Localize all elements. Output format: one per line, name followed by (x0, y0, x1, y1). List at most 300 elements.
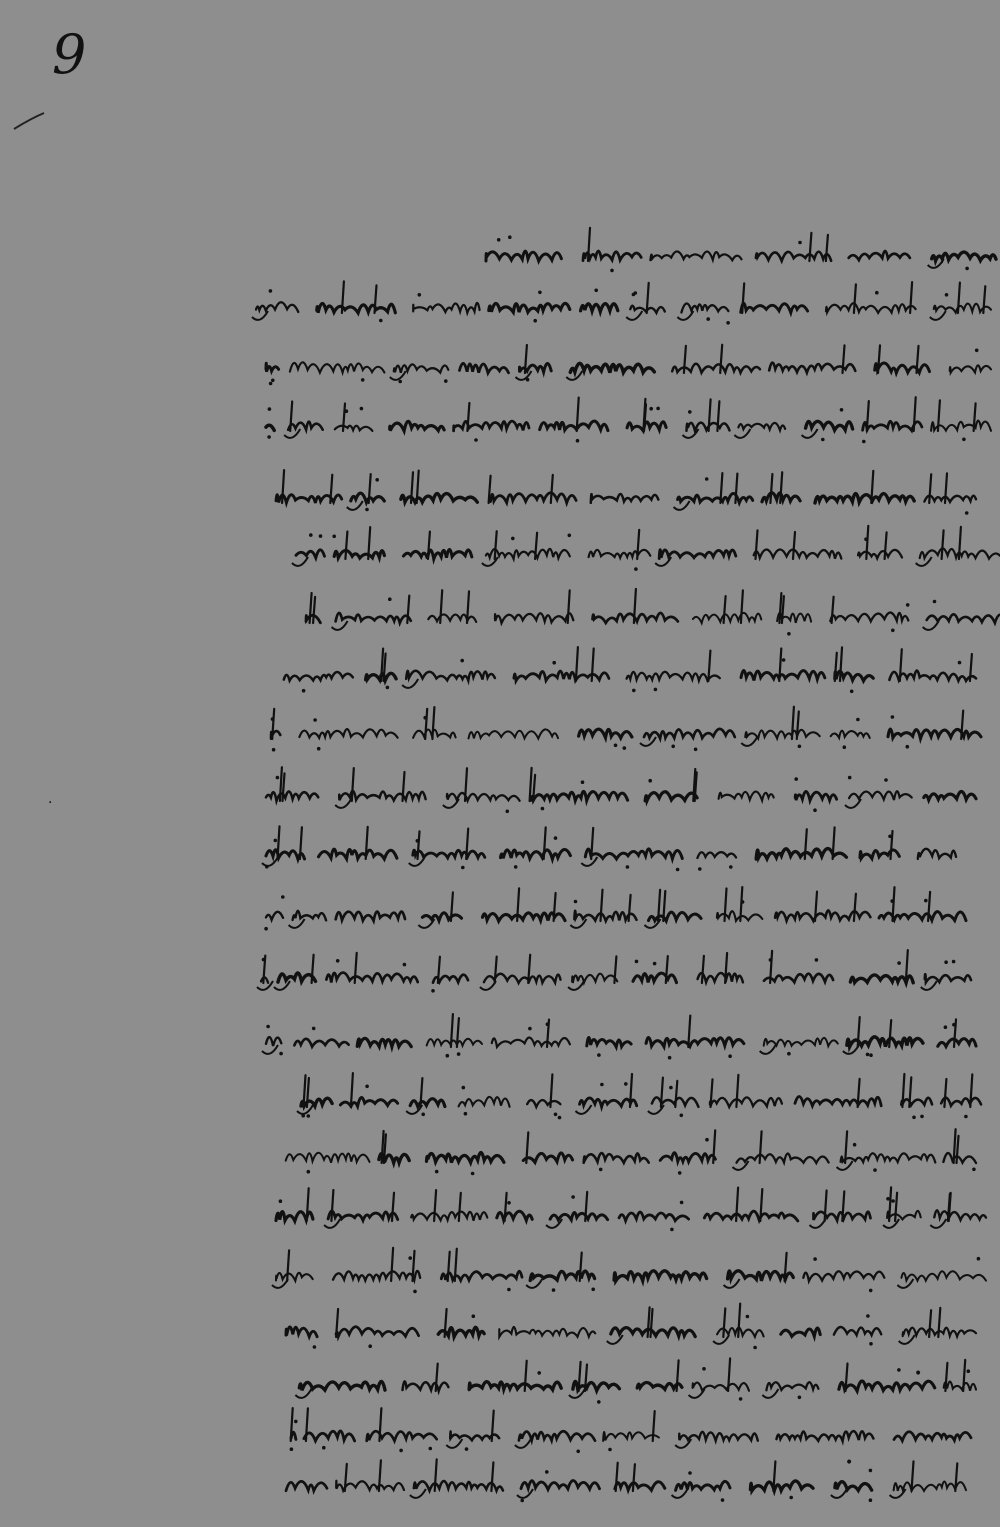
handwriting-stroke (333, 1271, 420, 1280)
handwriting-dot (944, 1025, 948, 1029)
handwriting-stroke (781, 1328, 820, 1336)
handwriting-stroke (834, 1327, 881, 1335)
handwriting-stroke (589, 550, 651, 558)
handwriting-dot (634, 291, 638, 295)
handwriting-dot (514, 865, 518, 869)
handwriting-stroke (693, 613, 761, 623)
handwriting-dot (379, 319, 383, 323)
handwriting-descender (883, 1219, 899, 1228)
handwriting-dot (608, 1448, 612, 1452)
handwriting-ascender (854, 284, 856, 313)
handwriting-ascender (724, 596, 726, 623)
handwriting-ascender (702, 956, 704, 983)
handwriting-ascender (756, 530, 758, 559)
handwriting-dot (429, 1447, 433, 1451)
handwriting-dot (368, 1344, 372, 1348)
handwriting-dot (294, 1420, 298, 1424)
handwriting-dot (787, 1052, 791, 1056)
handwriting-stroke (750, 1481, 813, 1491)
handwriting-descender (923, 621, 939, 630)
handwriting-dot (472, 1314, 476, 1318)
handwriting-dot (798, 745, 802, 749)
handwriting-stroke (754, 549, 842, 558)
handwriting-stroke (603, 1432, 659, 1441)
handwriting-dot (958, 661, 962, 665)
handwriting-dot (680, 1201, 684, 1205)
handwriting-dot (520, 1499, 524, 1503)
handwriting-dot (474, 438, 478, 442)
handwriting-stroke (934, 1210, 986, 1220)
handwriting-ascender (495, 531, 497, 559)
handwriting-dot (843, 745, 847, 749)
handwriting-dot (906, 745, 910, 749)
handwriting-stroke (413, 303, 479, 313)
handwriting-descender (335, 799, 351, 808)
handwriting-stroke (841, 1153, 936, 1162)
handwriting-stroke (336, 1327, 419, 1337)
handwriting-dot (853, 1143, 857, 1147)
manuscript-line (295, 1071, 985, 1123)
handwriting-stroke (646, 1038, 744, 1047)
handwriting-stroke (660, 1153, 715, 1162)
handwriting-dot (266, 1025, 270, 1029)
handwriting-stroke (266, 1037, 281, 1046)
handwriting-stroke (728, 1271, 794, 1281)
handwriting-dot (597, 1400, 601, 1404)
handwriting-dot (269, 289, 273, 293)
handwriting-dot (418, 293, 422, 297)
handwriting-ascender (435, 1459, 437, 1491)
handwriting-dot (416, 839, 420, 843)
handwriting-ascender (958, 283, 960, 313)
handwriting-dot (789, 1496, 793, 1500)
handwriting-dot (698, 867, 702, 871)
handwriting-stroke (889, 671, 976, 681)
handwriting-descender (272, 1279, 288, 1288)
handwriting-stroke (676, 1481, 730, 1490)
manuscript-line (260, 1011, 980, 1063)
handwriting-descender (284, 429, 300, 438)
handwriting-descender (515, 1439, 531, 1448)
handwriting-ascender (544, 827, 546, 859)
handwriting-ascender (345, 532, 347, 560)
handwriting-stroke (540, 421, 608, 431)
handwriting-dot (614, 744, 618, 748)
handwriting-stroke (941, 1098, 981, 1106)
manuscript-line (260, 823, 960, 875)
handwriting-ascender (663, 891, 665, 921)
handwriting-ascender (792, 707, 794, 739)
handwriting-dot (375, 478, 379, 482)
handwriting-stroke (441, 1271, 522, 1280)
handwriting-stroke (924, 496, 976, 502)
handwriting-dot (972, 1168, 976, 1172)
handwriting-ascender (854, 894, 856, 921)
handwriting-stroke (894, 1432, 971, 1441)
handwriting-stroke (681, 303, 728, 312)
handwriting-stroke (403, 1381, 449, 1391)
handwriting-descender (257, 981, 273, 990)
handwriting-ascender (723, 1308, 725, 1337)
handwriting-dot (313, 1345, 317, 1349)
handwriting-dot (653, 962, 657, 966)
handwriting-dot (511, 537, 515, 541)
handwriting-dot (545, 1470, 549, 1474)
handwriting-dot (388, 597, 392, 601)
handwriting-ascender (601, 890, 603, 921)
handwriting-descender (262, 1045, 278, 1054)
handwriting-stroke (888, 729, 981, 738)
handwriting-dot (753, 1346, 757, 1350)
handwriting-ascender (675, 1081, 677, 1107)
handwriting-descender (930, 311, 946, 320)
handwriting-descender (332, 621, 348, 630)
handwriting-dot (626, 865, 630, 869)
handwriting-ascender (914, 397, 916, 431)
handwriting-dot (705, 1138, 709, 1142)
handwriting-dot (678, 1171, 682, 1175)
handwriting-stroke (693, 1383, 749, 1391)
handwriting-stroke (296, 550, 325, 558)
handwriting-dot (864, 537, 868, 541)
handwriting-descender (741, 737, 757, 746)
handwriting-ascender (448, 1252, 450, 1281)
handwriting-dot (537, 1371, 541, 1375)
handwriting-dot (794, 777, 798, 781)
handwriting-dot (408, 1256, 412, 1260)
handwriting-dot (813, 1257, 817, 1261)
handwriting-stroke (422, 913, 461, 921)
handwriting-stroke (278, 973, 316, 982)
handwriting-dot (891, 629, 895, 633)
handwriting-ascender (736, 1188, 738, 1221)
handwriting-ascender (929, 1310, 931, 1337)
handwriting-dot (309, 533, 313, 537)
handwriting-dot (461, 866, 465, 870)
handwriting-dot (276, 776, 280, 780)
handwriting-dot (313, 718, 317, 722)
handwriting-stroke (459, 1097, 510, 1107)
handwriting-stroke (286, 1481, 327, 1490)
handwriting-dot (421, 1113, 425, 1117)
handwriting-stroke (580, 1098, 637, 1107)
handwriting-stroke (336, 912, 405, 921)
handwriting-dot (798, 1396, 802, 1400)
handwriting-dot (460, 659, 464, 663)
handwriting-dot (721, 1498, 725, 1502)
handwriting-dot (552, 1288, 556, 1292)
handwriting-stroke (406, 671, 495, 681)
handwriting-stroke (530, 1271, 594, 1280)
handwriting-dot (279, 1199, 283, 1203)
handwriting-dot (568, 534, 572, 538)
handwriting-dot (632, 689, 636, 693)
handwriting-stroke (764, 974, 833, 983)
handwriting-stroke (831, 731, 870, 738)
handwriting-dot (856, 718, 860, 722)
handwriting-dot (866, 1053, 870, 1057)
handwriting-ascender (720, 473, 722, 503)
handwriting-dot (464, 1112, 468, 1116)
manuscript-line (270, 1127, 980, 1179)
ink-dot: · (48, 795, 53, 811)
handwriting-stroke (901, 1271, 986, 1280)
handwriting-dot (554, 1113, 558, 1117)
handwriting-dot (746, 1315, 750, 1319)
handwriting-dot (890, 899, 894, 903)
handwriting-dot (507, 1201, 511, 1205)
handwriting-descender (733, 1161, 749, 1170)
handwriting-stroke (637, 1382, 682, 1389)
handwriting-dot (884, 778, 888, 782)
handwriting-ascender (391, 1248, 393, 1281)
handwriting-stroke (276, 1273, 313, 1281)
margin-stroke (10, 105, 70, 145)
handwriting-descender (921, 981, 937, 990)
handwriting-stroke (572, 974, 617, 983)
handwriting-ascender (290, 402, 292, 432)
handwriting-descender (347, 501, 363, 510)
handwriting-dot (739, 1397, 743, 1401)
handwriting-descender (626, 311, 642, 320)
handwriting-stroke (737, 1154, 829, 1163)
handwriting-dot (656, 407, 660, 411)
handwriting-stroke (775, 910, 870, 920)
handwriting-dot (875, 291, 879, 295)
handwriting-stroke (849, 791, 912, 800)
handwriting-dot (840, 408, 844, 412)
handwriting-stroke (649, 912, 702, 921)
handwriting-descender (390, 371, 406, 380)
manuscript-line (265, 703, 985, 755)
handwriting-dot (688, 410, 692, 414)
handwriting-dot (307, 1170, 311, 1174)
handwriting-dot (317, 747, 321, 751)
handwriting-dot (680, 1114, 684, 1118)
manuscript-line (280, 1455, 970, 1507)
handwriting-stroke (795, 791, 836, 800)
handwriting-dot (431, 989, 435, 993)
handwriting-descender (713, 1335, 729, 1344)
handwriting-dot (264, 927, 268, 931)
handwriting-descender (568, 981, 584, 990)
handwriting-dot (702, 1367, 706, 1371)
handwriting-ascender (459, 1193, 461, 1221)
handwriting-stroke (835, 1482, 872, 1491)
handwriting-descender (930, 1219, 946, 1228)
ink-dot: • (914, 1366, 923, 1382)
handwriting-dot (906, 603, 910, 607)
handwriting-stroke (943, 1153, 976, 1163)
handwriting-ascender (760, 1131, 762, 1163)
handwriting-dot (462, 1086, 466, 1090)
handwriting-dot (271, 379, 275, 383)
handwriting-stroke (495, 613, 573, 623)
handwriting-stroke (950, 365, 991, 372)
handwriting-ascender (392, 1193, 394, 1221)
handwriting-stroke (839, 1381, 935, 1391)
handwriting-stroke (932, 252, 996, 261)
handwriting-descender (760, 1045, 776, 1054)
handwriting-ascender (633, 1464, 635, 1491)
handwriting-descender (446, 1439, 462, 1448)
handwriting-dot (975, 349, 979, 353)
handwriting-stroke (633, 973, 677, 982)
handwriting-dot (444, 379, 448, 383)
handwriting-dot (576, 1450, 580, 1454)
handwriting-dot (312, 1027, 316, 1031)
handwriting-stroke (299, 1381, 385, 1390)
handwriting-ascender (677, 1360, 679, 1391)
handwriting-stroke (858, 550, 902, 558)
handwriting-dot (897, 961, 901, 965)
handwriting-stroke (286, 1153, 370, 1163)
handwriting-stroke (766, 1382, 818, 1390)
handwriting-dot (446, 1054, 450, 1058)
handwriting-dot (546, 1022, 550, 1026)
handwriting-dot (600, 1083, 604, 1087)
handwriting-stroke (710, 1097, 782, 1107)
handwriting-stroke (317, 304, 396, 313)
handwriting-descender (607, 1335, 623, 1344)
handwriting-stroke (931, 421, 991, 431)
handwriting-stroke (523, 1153, 572, 1162)
handwriting-stroke (627, 672, 720, 681)
manuscript-line (480, 225, 1000, 277)
handwriting-dot (554, 836, 558, 840)
handwriting-dot (336, 959, 340, 963)
handwriting-ascender (957, 1136, 959, 1163)
manuscript-line (300, 587, 1000, 639)
handwriting-ascender (809, 233, 811, 261)
handwriting-dot (924, 899, 928, 903)
handwriting-stroke (367, 1431, 437, 1441)
handwriting-ascender (331, 1190, 333, 1221)
handwriting-descender (581, 857, 597, 866)
handwriting-dot (465, 1447, 469, 1451)
handwriting-ascender (826, 235, 828, 261)
handwriting-dot (944, 960, 948, 964)
handwriting-dot (268, 407, 272, 411)
handwriting-dot (862, 440, 866, 444)
handwriting-stroke (390, 421, 444, 430)
handwriting-dot (302, 689, 306, 693)
handwriting-dot (267, 435, 271, 439)
handwriting-dot (506, 810, 510, 814)
handwriting-dot (694, 748, 698, 752)
handwriting-ascender (720, 345, 722, 373)
manuscript-line (280, 1355, 980, 1407)
handwriting-dot (599, 1168, 603, 1172)
handwriting-descender (899, 1335, 915, 1344)
handwriting-ascender (525, 1361, 527, 1391)
handwriting-ascender (306, 1408, 308, 1441)
handwriting-stroke (826, 303, 916, 313)
handwriting-stroke (550, 1213, 608, 1220)
handwriting-dot (897, 1368, 901, 1372)
handwriting-stroke (697, 852, 736, 858)
handwriting-stroke (492, 1038, 570, 1047)
manuscript-line (255, 947, 975, 999)
handwriting-ascender (280, 767, 282, 801)
handwriting-dot (634, 567, 638, 571)
handwriting-stroke (357, 1038, 411, 1046)
handwriting-stroke (924, 792, 976, 800)
handwriting-descender (516, 371, 532, 380)
handwriting-ascender (648, 1307, 650, 1337)
handwriting-dot (507, 1288, 511, 1292)
handwriting-dot (965, 267, 969, 271)
handwriting-dot (850, 690, 854, 694)
handwriting-dot (398, 380, 402, 384)
handwriting-dot (272, 748, 276, 752)
handwriting-ascender (942, 530, 944, 559)
handwriting-stroke (614, 1271, 707, 1281)
handwriting-stroke (591, 494, 659, 503)
handwriting-stroke (587, 1038, 631, 1047)
handwriting-dot (952, 1023, 956, 1027)
handwriting-dot (576, 439, 580, 443)
handwriting-stroke (319, 849, 397, 859)
handwriting-stroke (850, 975, 913, 983)
handwriting-dot (813, 808, 817, 812)
handwriting-ascender (741, 590, 743, 623)
handwriting-stroke (901, 1098, 932, 1105)
handwriting-dot (741, 900, 745, 904)
handwriting-stroke (469, 1382, 561, 1390)
handwriting-dot (541, 807, 545, 811)
handwriting-ascender (352, 768, 354, 801)
handwriting-descender (517, 1489, 533, 1498)
handwriting-ascender (379, 1460, 381, 1491)
handwriting-stroke (615, 1482, 665, 1490)
handwriting-ascender (889, 1020, 891, 1047)
handwriting-dot (528, 1027, 532, 1031)
handwriting-stroke (410, 1099, 445, 1107)
handwriting-ascender (895, 1193, 897, 1221)
handwriting-stroke (645, 792, 697, 801)
handwriting-dot (574, 900, 578, 904)
handwriting-stroke (427, 1153, 504, 1163)
handwriting-dot (290, 1447, 294, 1451)
handwriting-stroke (584, 1153, 649, 1163)
handwriting-stroke (611, 1328, 695, 1337)
handwriting-stroke (860, 850, 899, 858)
handwriting-dot (671, 745, 675, 749)
handwriting-stroke (499, 1327, 595, 1337)
handwriting-stroke (938, 1039, 976, 1047)
handwriting-dot (821, 438, 825, 442)
handwriting-ascender (944, 1079, 946, 1107)
handwriting-ascender (653, 1411, 655, 1441)
handwriting-stroke (284, 672, 353, 680)
handwriting-dot (869, 1053, 873, 1057)
handwriting-descender (262, 857, 278, 866)
handwriting-stroke (301, 1098, 332, 1106)
handwriting-ascender (313, 597, 315, 623)
handwriting-ascender (738, 1304, 740, 1337)
handwriting-stroke (404, 550, 472, 559)
handwriting-dot (933, 600, 937, 604)
handwriting-dot (945, 293, 949, 297)
handwriting-dot (705, 477, 709, 481)
handwriting-dot (413, 1290, 417, 1294)
handwriting-ascender (355, 953, 357, 983)
handwriting-ascender (434, 1190, 436, 1221)
handwriting-stroke (266, 425, 274, 430)
handwriting-dot (869, 1469, 873, 1473)
handwriting-stroke (414, 1481, 503, 1491)
